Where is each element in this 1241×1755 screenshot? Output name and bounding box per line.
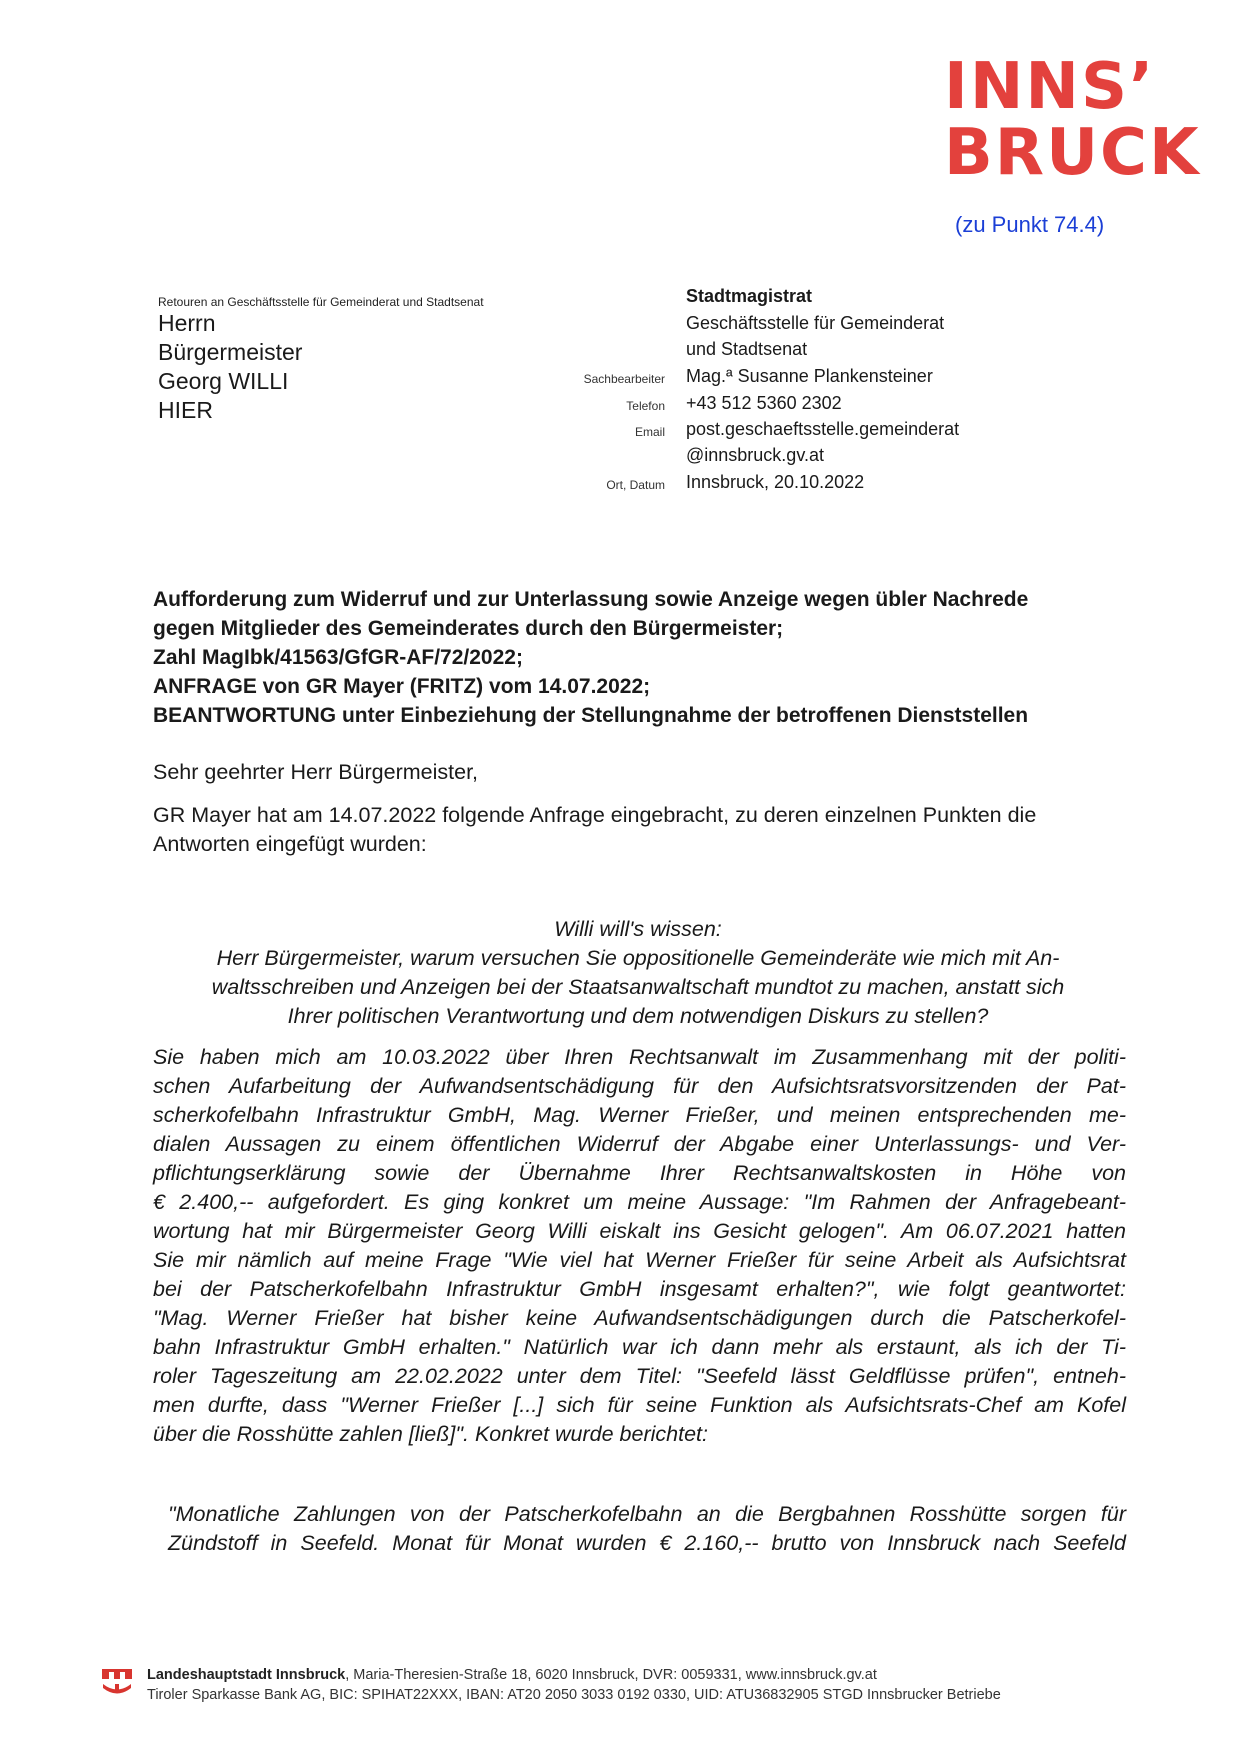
body-line: dialen Aussagen zu einem öffentlichen Widerruf der Abgabe einer Unterlassungs- und Ver- — [153, 1132, 1126, 1156]
salutation: Sehr geehrter Herr Bürgermeister, — [153, 760, 479, 784]
body-line: bei der Patscherkofelbahn Infrastruktur GmbH insgesamt erhalten?", wie folgt geantwortet: — [153, 1277, 1126, 1301]
recipient-line: Bürgermeister — [158, 339, 303, 365]
body-line: "Mag. Werner Frießer hat bisher keine Aufwandsentschädigungen durch die Patscherkofel- — [153, 1306, 1126, 1330]
body-line: über die Rosshütte zahlen [ließ]". Konkret wurde berichtet: — [153, 1422, 708, 1446]
office-title: Stadtmagistrat — [686, 286, 813, 306]
office-dept-line-1: Geschäftsstelle für Gemeinderat — [686, 313, 945, 333]
quote-line: "Monatliche Zahlungen von der Patscherkofelbahn an die Bergbahnen Rosshütte sorgen für — [168, 1502, 1126, 1526]
intro-paragraph: GR Mayer hat am 14.07.2022 folgende Anfrage eingebracht, zu deren einzelnen Punkten die Antworten eingefügt wurden: — [153, 803, 1037, 856]
quote-line: Zündstoff in Seefeld. Monat für Monat wurden € 2.160,-- brutto von Innsbruck nach Seefeld — [168, 1531, 1126, 1555]
email-label: Email — [634, 425, 665, 439]
subject-line: ANFRAGE von GR Mayer (FRITZ) vom 14.07.2022; — [153, 675, 651, 698]
subject-line: Zahl MagIbk/41563/GfGR-AF/72/2022; — [153, 646, 523, 669]
footer-line-1 — [147, 1665, 1001, 1685]
body-line: roler Tageszeitung am 22.02.2022 unter dem Titel: "Seefeld lässt Geldflüsse prüfen", entneh- — [153, 1364, 1126, 1388]
body-line: € 2.400,-- aufgefordert. Es ging konkret um meine Aussage: "Im Rahmen der Anfragebeant- — [153, 1190, 1126, 1214]
date-label: Ort, Datum — [606, 478, 665, 492]
quote-block — [168, 1500, 1126, 1558]
question-line: Ihrer politischen Verantwortung und dem notwendigen Diskurs zu stellen? — [287, 1004, 989, 1028]
agenda-reference: (zu Punkt 74.4) — [955, 212, 1105, 237]
body-line: schen Aufarbeitung der Aufwandsentschädigung für den Aufsichtsratsvorsitzenden der Pat- — [153, 1074, 1126, 1098]
logo-line-1: INNS’ — [944, 50, 1156, 124]
office-dept-line-2: und Stadtsenat — [686, 339, 808, 359]
body-line: Sie mir nämlich auf meine Frage "Wie viel hat Werner Frießer für seine Arbeit als Aufsichtsrat — [153, 1248, 1126, 1272]
date-value: Innsbruck, 20.10.2022 — [686, 472, 865, 492]
body-line: Sie haben mich am 10.03.2022 über Ihren Rechtsanwalt im Zusammenhang mit der politi- — [153, 1045, 1126, 1069]
footer-city: Landeshauptstadt Innsbruck — [147, 1667, 346, 1683]
clerk-name: Mag.ª Susanne Plankensteiner — [686, 366, 933, 386]
question-line: Willi will's wissen: — [554, 917, 722, 941]
recipient-line: Georg WILLI — [158, 368, 289, 394]
phone-label: Telefon — [626, 399, 665, 413]
logo-line-2: BRUCK — [944, 116, 1201, 190]
innsbruck-logo — [944, 50, 1201, 190]
question-block — [153, 915, 1123, 1031]
footer-address: , Maria-Theresien-Straße 18, 6020 Innsbruck, DVR: 0059331, www.innsbruck.gv.at — [345, 1667, 877, 1683]
subject-line: Aufforderung zum Widerruf und zur Unterlassung sowie Anzeige wegen übler Nachrede — [153, 588, 1029, 611]
clerk-label: Sachbearbeiter — [583, 372, 665, 386]
recipient-line: Herrn — [158, 310, 216, 336]
subject-block — [153, 585, 1113, 730]
phone-number: +43 512 5360 2302 — [686, 393, 842, 413]
body-line: men durfte, dass "Werner Frießer [...] sich für seine Funktion als Aufsichtsrats-Chef am Kofel — [153, 1393, 1126, 1417]
coat-of-arms-icon — [100, 1665, 134, 1704]
question-line: Herr Bürgermeister, warum versuchen Sie oppositionelle Gemeinderäte wie mich mit An- — [216, 946, 1060, 970]
subject-line: gegen Mitglieder des Gemeinderates durch den Bürgermeister; — [153, 617, 784, 640]
body-line: bahn Infrastruktur GmbH erhalten." Natürlich war ich dann mehr als erstaunt, als ich der Ti- — [153, 1335, 1126, 1359]
body-line: wortung hat mir Bürgermeister Georg Willi eiskalt ins Gesicht gelogen". Am 06.07.2021 hatten — [153, 1219, 1126, 1243]
recipient-line: HIER — [158, 397, 213, 423]
subject-line: BEANTWORTUNG unter Einbeziehung der Stellungnahme der betroffenen Dienststellen — [153, 704, 1029, 727]
recipient-address — [158, 309, 302, 425]
email-line-1[interactable]: post.geschaeftsstelle.gemeinderat — [686, 419, 960, 439]
footer-line-2: Tiroler Sparkasse Bank AG, BIC: SPIHAT22XXX, IBAN: AT20 2050 3033 0192 0330, UID: ATU36832905 STGD Innsbrucker Betriebe — [147, 1687, 1001, 1703]
body-line: scherkofelbahn Infrastruktur GmbH, Mag. Werner Frießer, und meinen entsprechenden me- — [153, 1103, 1126, 1127]
returns-line: Retouren an Geschäftsstelle für Gemeinderat und Stadtsenat — [158, 295, 484, 309]
body-paragraph — [153, 1043, 1126, 1449]
footer — [147, 1665, 1001, 1705]
email-line-2[interactable]: @innsbruck.gv.at — [686, 445, 824, 465]
question-line: waltsschreiben und Anzeigen bei der Staatsanwaltschaft mundtot zu machen, anstatt sich — [211, 975, 1065, 999]
body-line: pflichtungserklärung sowie der Übernahme Ihrer Rechtsanwaltskosten in Höhe von — [153, 1161, 1126, 1185]
